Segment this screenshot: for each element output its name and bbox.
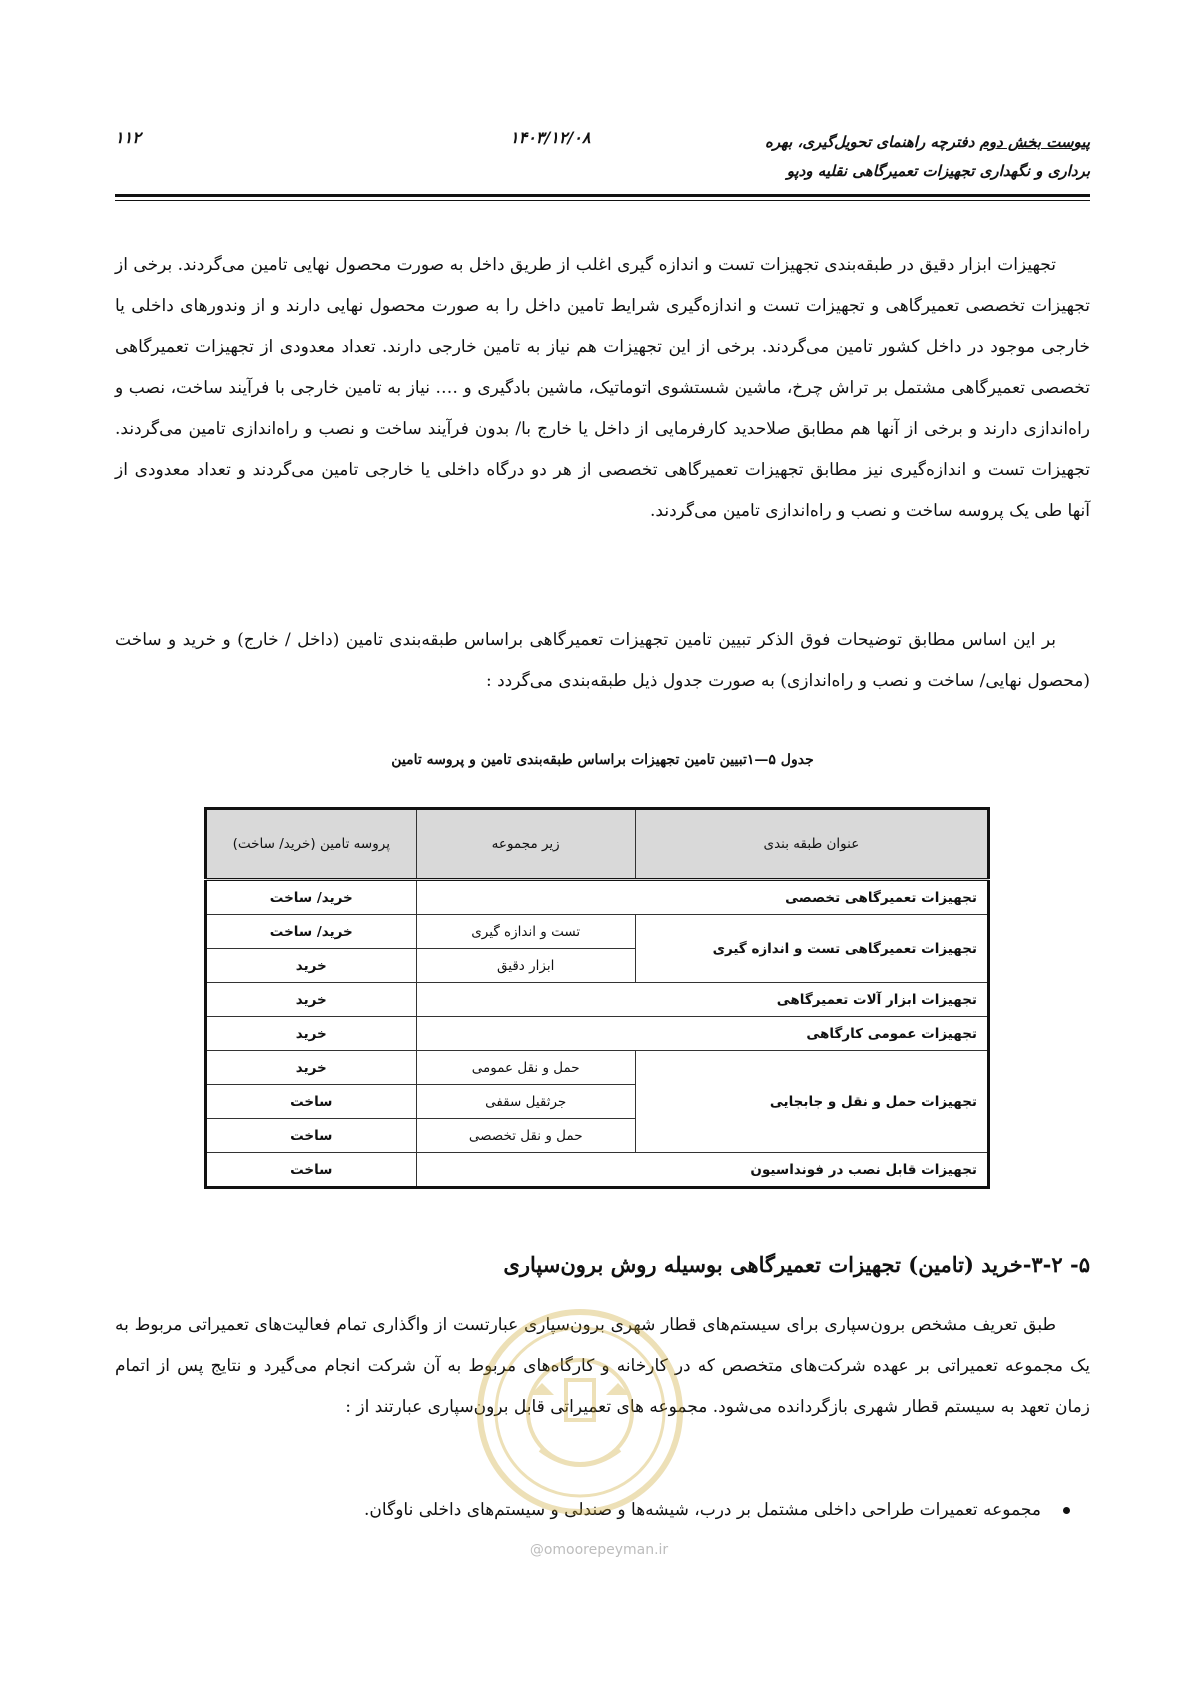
row-process: خرید [206, 1017, 417, 1051]
header-title-line1: دفترچه راهنمای تحویل‌گیری، بهره [765, 133, 980, 151]
header-category: عنوان طبقه بندی [635, 809, 988, 880]
header-process: پروسه تامین (خرید/ ساخت) [206, 809, 417, 880]
bullet-dot-icon [1063, 1507, 1070, 1514]
table-row [206, 1153, 989, 1188]
watermark-text: @omoorepeyman.ir [529, 1542, 669, 1558]
paragraph-1 [115, 245, 1090, 532]
paragraph-3-text: طبق تعریف مشخص برون‌سپاری برای سیستم‌های قطار شهری برون‌سپاری عبارتست از واگذاری تمام فعالیت‌های تعمیراتی مربوط به یک مجموعه تعمیراتی بر عهده شرکت‌های متخصص که در کارخانه و کارگاه‌های مربوط به آن شرکت انجام می‌گیرد و نتایج پس از اتمام زمان تعهد به سیستم قطار شهری بازگردانده می‌شود. مجموعه های تعمیراتی قابل برون‌سپاری عبارتند از : [115, 1315, 1090, 1417]
header-title-line2: برداری و نگهداری تجهیزات تعمیرگاهی نقلیه ودپو [786, 162, 1090, 180]
paragraph-1-text: تجهیزات ابزار دقیق در طبقه‌بندی تجهیزات تست و اندازه گیری اغلب از طریق داخل به صورت محصول نهایی تامین می‌گردند. برخی از تجهیزات تخصصی تعمیرگاهی و تجهیزات تست و اندازه‌گیری شرایط تامین داخل را به صورت محصول نهایی دارند و از وندورهای داخلی یا خارجی موجود در داخل کشور تامین می‌گردند. برخی از این تجهیزات هم نیاز به تامین خارجی دارند. تعداد معدودی از تجهیزات تعمیرگاهی تخصصی تعمیرگاهی مشتمل بر تراش چرخ، ماشین شستشوی اتوماتیک، ماشین بادگیری و …. نیاز به تامین خارجی با فرآیند ساخت، نصب و راه‌اندازی دارند و برخی از آنها هم مطابق صلاحدید کارفرمایی از داخل یا خارج با/ بدون فرآیند ساخت و نصب و راه‌اندازی تامین می‌گردند. تجهیزات تست و اندازه‌گیری نیز مطابق تجهیزات تعمیرگاهی تخصصی از هر دو درگاه داخلی یا خارجی تامین می‌گردند و تعداد معدودی از آنها طی یک پروسه ساخت و نصب و راه‌اندازی تامین می‌گردند. [115, 255, 1090, 521]
row-process: خرید [206, 949, 417, 983]
table-row [206, 983, 989, 1017]
header-title-underlined: پیوست بخش دوم [979, 133, 1090, 151]
row-process: خرید/ ساخت [206, 915, 417, 949]
header-date: ۱۴۰۳/۱۲/۰۸ [510, 128, 591, 147]
row-category: تجهیزات قابل نصب در فونداسیون [416, 1153, 988, 1188]
row-subset: جرثقیل سقفی [416, 1085, 635, 1119]
header-rule-thick [115, 194, 1090, 197]
row-category: تجهیزات ابزار آلات تعمیرگاهی [416, 983, 988, 1017]
table-caption: جدول ۵—۱تبیین تامین تجهیزات براساس طبقه‌بندی تامین و پروسه تامین [391, 752, 814, 768]
row-category: تجهیزات عمومی کارگاهی [416, 1017, 988, 1051]
table-row [206, 1017, 989, 1051]
watermark-seal-icon [470, 1300, 690, 1530]
header-title [710, 128, 1090, 186]
row-process: ساخت [206, 1153, 417, 1188]
header-rule-thin [115, 200, 1090, 201]
equipment-table [204, 807, 990, 1189]
row-category: تجهیزات تعمیرگاهی تست و اندازه گیری [635, 915, 988, 983]
table-row [206, 915, 989, 949]
row-subset: حمل و نقل عمومی [416, 1051, 635, 1085]
row-subset: ابزار دقیق [416, 949, 635, 983]
row-category: تجهیزات تعمیرگاهی تخصصی [416, 880, 988, 915]
row-process: ساخت [206, 1119, 417, 1153]
section-heading: ۵- ۳-۲-خرید (تامین) تجهیزات تعمیرگاهی بوسیله روش برون‌سپاری [503, 1252, 1090, 1277]
header-subset: زیر مجموعه [416, 809, 635, 880]
row-category: تجهیزات حمل و نقل و جابجایی [635, 1051, 988, 1153]
table-row [206, 880, 989, 915]
row-subset: حمل و نقل تخصصی [416, 1119, 635, 1153]
page-number: ۱۱۲ [115, 128, 141, 147]
table-row [206, 1051, 989, 1085]
page-header [115, 128, 1090, 186]
row-process: خرید [206, 1051, 417, 1085]
paragraph-2-text: بر این اساس مطابق توضیحات فوق الذکر تبیین تامین تجهیزات تعمیرگاهی براساس طبقه‌بندی تامین (داخل / خارج) و خرید و ساخت (محصول نهایی/ ساخت و نصب و راه‌اندازی) به صورت جدول ذیل طبقه‌بندی می‌گردد : [115, 630, 1090, 691]
row-process: ساخت [206, 1085, 417, 1119]
row-subset: تست و اندازه گیری [416, 915, 635, 949]
paragraph-2 [115, 620, 1090, 702]
row-process: خرید [206, 983, 417, 1017]
row-process: خرید/ ساخت [206, 880, 417, 915]
bullet-text: مجموعه تعمیرات طراحی داخلی مشتمل بر درب، شیشه‌ها و صندلی و سیستم‌های داخلی ناوگان. [364, 1500, 1041, 1520]
table-header-row [206, 809, 989, 880]
